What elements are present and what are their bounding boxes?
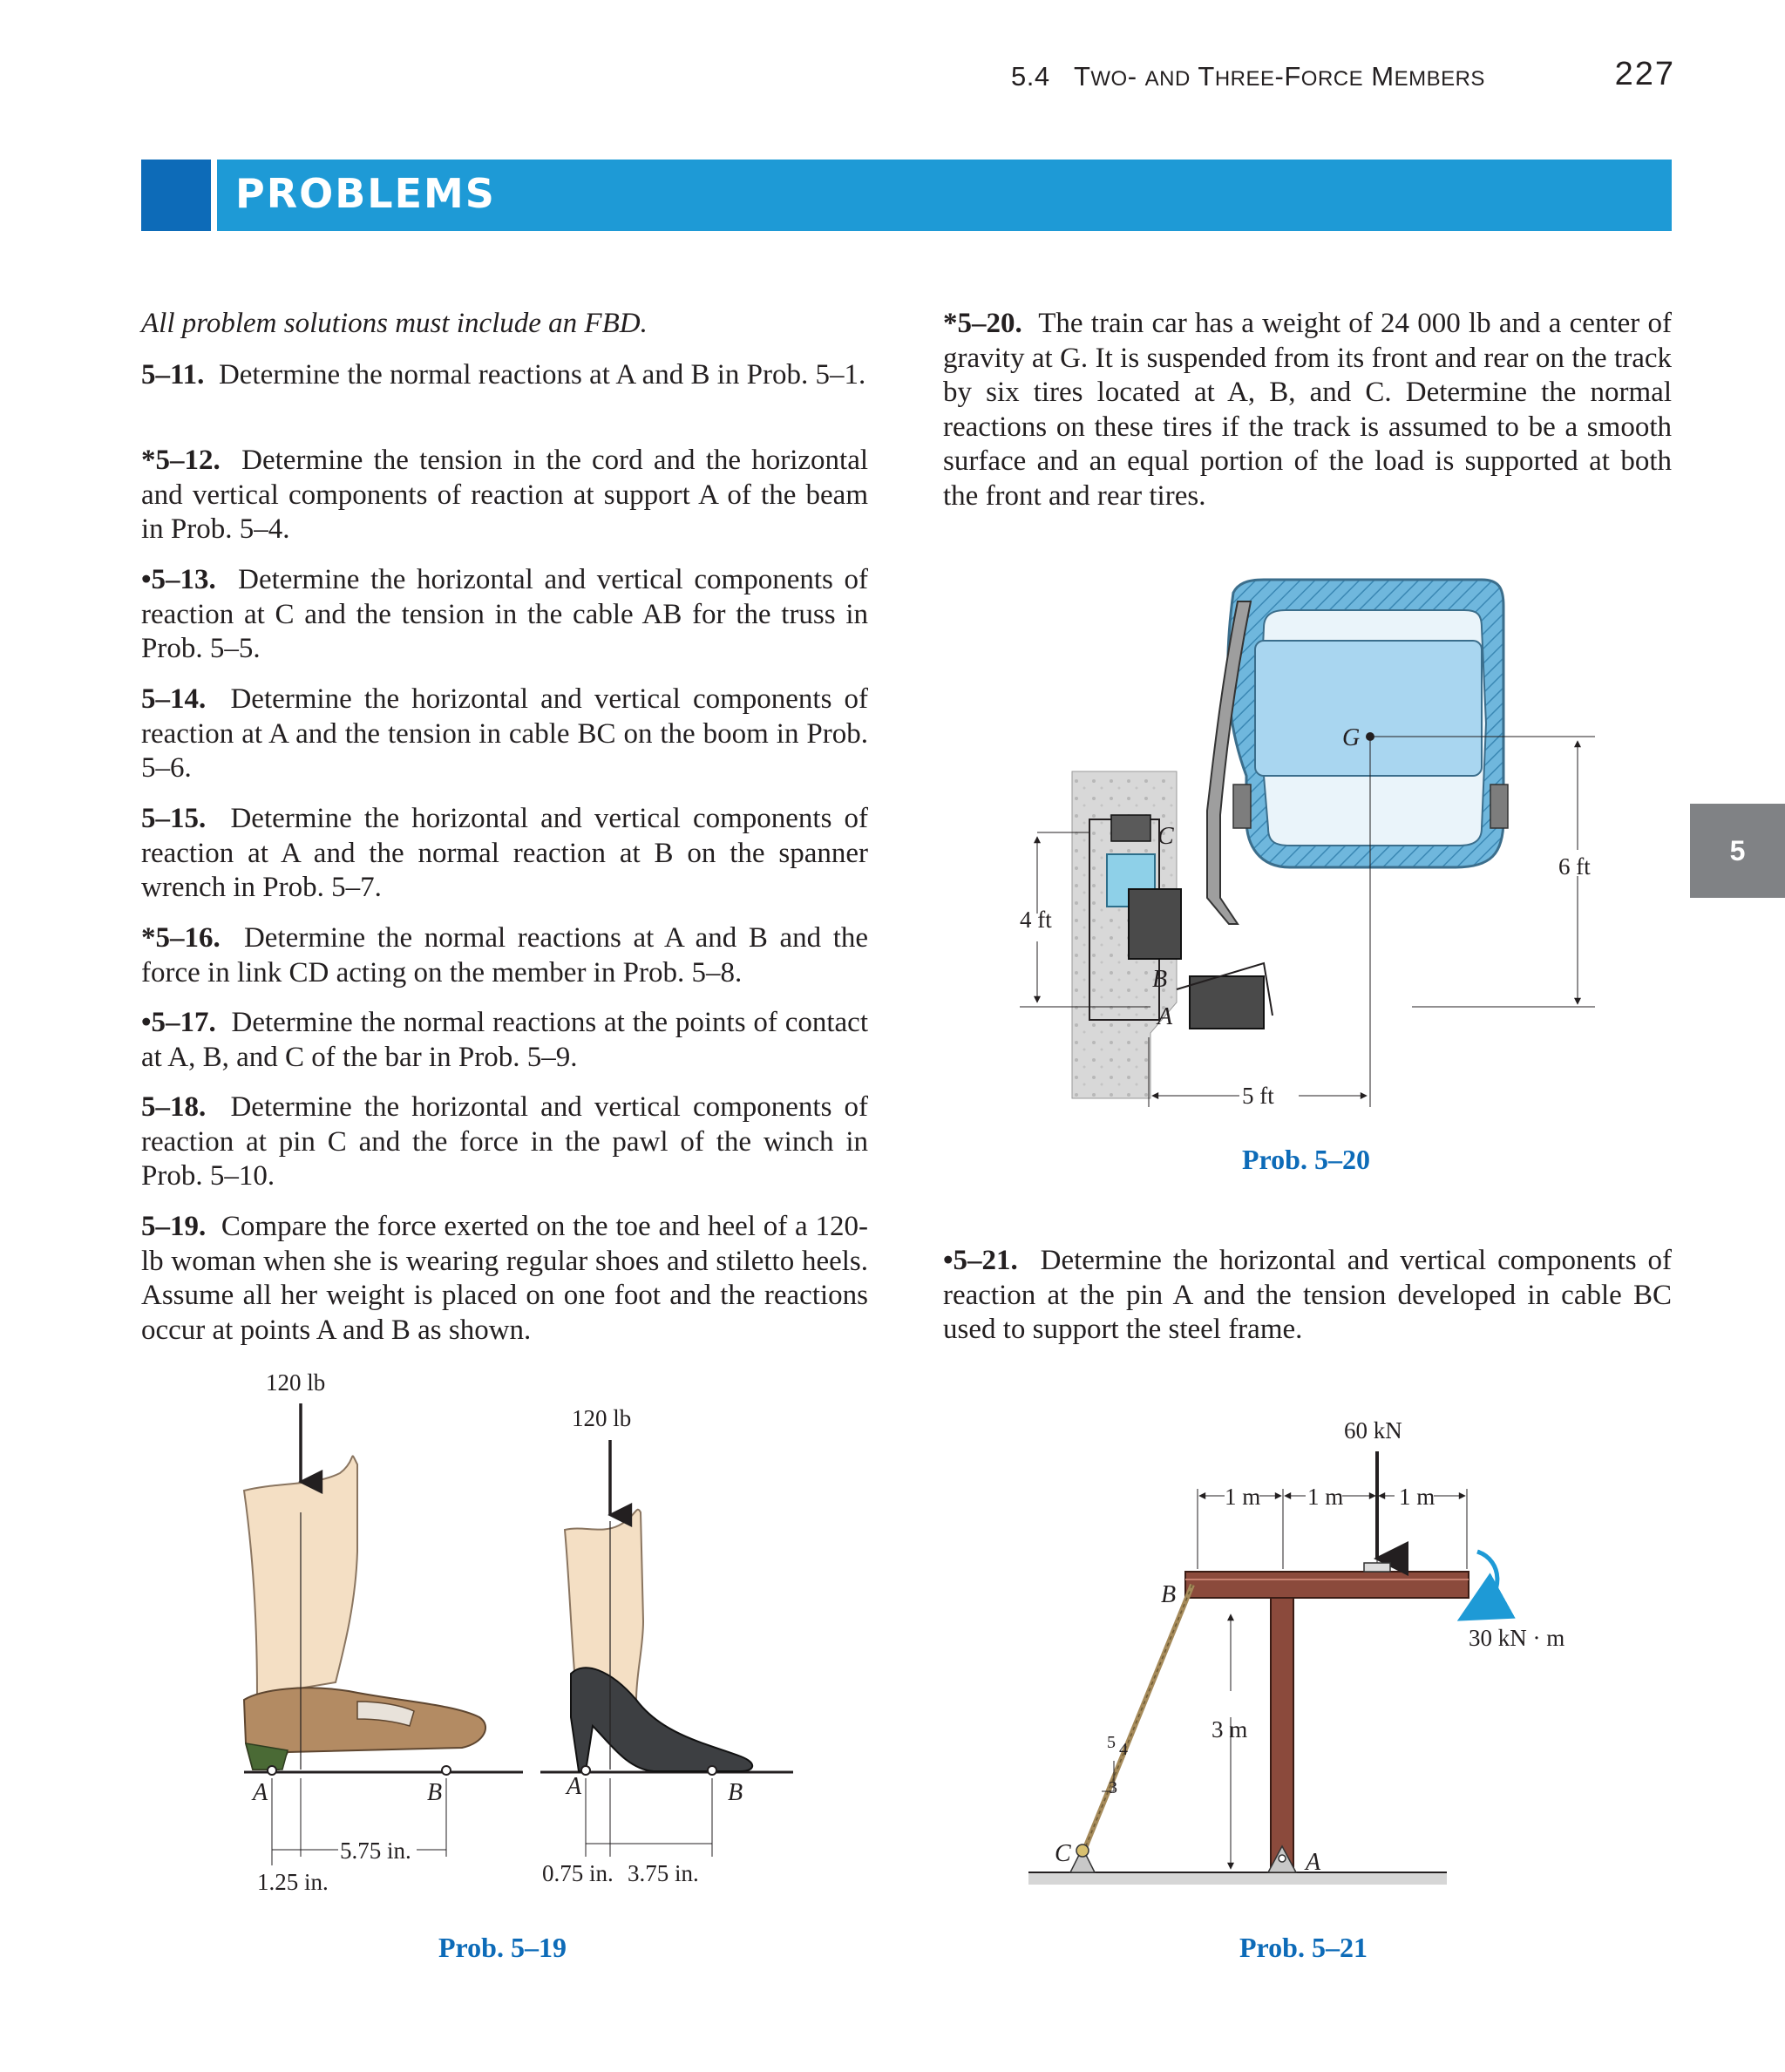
problem-id: 5–15. xyxy=(141,803,207,834)
point-B-left xyxy=(442,1766,451,1775)
problem-text: Determine the horizontal and vertical components of reaction at C and the tension in the cable AB for the truss in Prob. 5–5. xyxy=(141,564,869,664)
problem-id: 5–11. xyxy=(141,359,205,391)
section-title-part: M xyxy=(1363,61,1395,92)
left-column xyxy=(141,307,868,342)
label-A: A xyxy=(1157,1003,1173,1030)
dim-label-4ft: 4 ft xyxy=(1020,907,1052,933)
load-label-left: 120 lb xyxy=(266,1369,326,1396)
label-A-right: A xyxy=(567,1773,582,1800)
slope-3: 3 xyxy=(1109,1778,1117,1797)
load-pad xyxy=(1364,1563,1390,1572)
figure-prob-5-19 xyxy=(227,1360,837,1918)
point-A-left xyxy=(268,1766,276,1775)
problem-text: Determine the normal reactions at the points of contact at A, B, and C of the bar in Prob. 5–9. xyxy=(141,1007,868,1073)
problem-text: The train car has a weight of 24 000 lb and a center of gravity at G. It is suspended from its front and rear on the track by six tires located at A, B, and C. Determine the normal reactions on these tires if the track is assumed to be a smooth surface and an equal portion of the load is supported at both the front and rear tires. xyxy=(943,308,1672,512)
caption-prob-5-21: Prob. 5–21 xyxy=(1239,1932,1368,1963)
running-header-section xyxy=(1011,61,1485,92)
point-A-right xyxy=(581,1766,590,1775)
caption-prob-5-20: Prob. 5–20 xyxy=(1242,1144,1370,1175)
problem-id: *5–12. xyxy=(141,445,221,476)
dim-label-1m-b: 1 m xyxy=(1307,1484,1344,1510)
problem-text: Determine the horizontal and vertical components of reaction at the pin A and the tension developed in cable BC used to support the steel frame. xyxy=(943,1245,1673,1345)
figure-prob-5-20 xyxy=(1002,567,1630,1124)
tire-B xyxy=(1129,889,1181,959)
problem-text: Determine the horizontal and vertical components of reaction at pin C and the force in the pawl of the winch in Prob. 5–10. xyxy=(141,1091,869,1192)
moment-label: 30 kN · m xyxy=(1469,1625,1565,1651)
problem-5-16 xyxy=(141,921,868,990)
car-window xyxy=(1255,641,1482,776)
dim-label-3m: 3 m xyxy=(1211,1716,1248,1743)
problem-id: •5–17. xyxy=(141,1007,216,1038)
label-A: A xyxy=(1306,1849,1321,1876)
figure-prob-5-21 xyxy=(1028,1412,1604,1900)
car-seat-left xyxy=(1233,785,1251,828)
problem-5-12 xyxy=(141,444,868,547)
label-B: B xyxy=(1152,966,1168,993)
problem-5-15 xyxy=(141,802,868,906)
problem-text: Determine the normal reactions at A and B and the force in link CD acting on the member in Prob. 5–8. xyxy=(141,922,869,988)
problem-text: Determine the horizontal and vertical components of reaction at A and the normal reaction at B on the spanner wrench in Prob. 5–7. xyxy=(141,803,869,903)
problem-id: 5–19. xyxy=(141,1211,207,1242)
moment-arrow xyxy=(1477,1552,1497,1608)
section-title-part: ORCE xyxy=(1300,67,1364,91)
section-title-part: HREE xyxy=(1214,67,1275,91)
problem-5-19 xyxy=(141,1210,868,1348)
section-title xyxy=(1074,61,1485,92)
dim-label-3-75: 3.75 in. xyxy=(628,1860,699,1886)
tire-A xyxy=(1190,976,1264,1029)
problem-5-14 xyxy=(141,683,868,786)
problem-id: *5–20. xyxy=(943,308,1022,339)
problem-5-13 xyxy=(141,563,868,667)
label-A-left: A xyxy=(253,1779,268,1806)
problem-id: 5–14. xyxy=(141,683,207,715)
section-title-part: WO xyxy=(1090,67,1128,91)
label-C: C xyxy=(1055,1840,1071,1867)
load-label: 60 kN xyxy=(1344,1417,1402,1444)
dim-label-6ft: 6 ft xyxy=(1558,853,1591,880)
problem-id: •5–13. xyxy=(141,564,216,595)
dim-label-5ft: 5 ft xyxy=(1242,1083,1274,1109)
banner-accent-block xyxy=(141,160,211,231)
problem-text: Determine the horizontal and vertical components of reaction at A and the tension in cable BC on the boom in Prob. 5–6. xyxy=(141,683,869,784)
dim-label-1m-c: 1 m xyxy=(1399,1484,1435,1510)
problem-5-21 xyxy=(943,1244,1672,1348)
dim-label-1-25: 1.25 in. xyxy=(257,1869,329,1895)
dim-label-5-75: 5.75 in. xyxy=(340,1838,411,1864)
chapter-tab: 5 xyxy=(1690,804,1785,898)
banner-title: PROBLEMS xyxy=(235,170,496,217)
section-title-part: -F xyxy=(1274,61,1301,92)
problem-5-18 xyxy=(141,1090,868,1194)
dim-label-0-75: 0.75 in. xyxy=(542,1860,614,1886)
problem-text: Determine the normal reactions at A and B in Prob. 5–1. xyxy=(218,359,866,391)
point-B-right xyxy=(708,1766,716,1775)
problem-id: *5–16. xyxy=(141,922,221,954)
load-label-right: 120 lb xyxy=(572,1405,632,1431)
ground xyxy=(1028,1872,1447,1885)
pin-A xyxy=(1279,1855,1286,1862)
intro-note: All problem solutions must include an FBD. xyxy=(141,308,648,339)
section-title-part: - xyxy=(1127,61,1145,92)
section-number: 5.4 xyxy=(1011,61,1050,92)
top-beam xyxy=(1185,1572,1469,1598)
slope-4: 4 xyxy=(1119,1740,1128,1759)
center-of-gravity-point xyxy=(1366,732,1374,741)
label-G: G xyxy=(1342,724,1361,751)
problem-text: Determine the tension in the cord and the horizontal and vertical components of reaction at support A of the beam in Prob. 5–4. xyxy=(141,445,869,545)
label-B: B xyxy=(1161,1581,1177,1608)
problem-id: 5–18. xyxy=(141,1091,207,1123)
section-title-part: T xyxy=(1073,61,1091,92)
label-B-left: B xyxy=(427,1779,443,1806)
banner-divider xyxy=(211,160,217,231)
slope-5: 5 xyxy=(1107,1733,1116,1752)
label-B-right: B xyxy=(728,1779,743,1806)
problem-5-20 xyxy=(943,307,1672,513)
section-title-part: AND xyxy=(1144,67,1191,91)
page-number: 227 xyxy=(1614,56,1675,92)
section-title-part: EMBERS xyxy=(1394,67,1485,91)
car-seat-right xyxy=(1490,785,1508,828)
label-C: C xyxy=(1157,823,1174,850)
caption-prob-5-19: Prob. 5–19 xyxy=(438,1932,567,1963)
problem-5-11 xyxy=(141,358,868,393)
dim-label-1m-a: 1 m xyxy=(1225,1484,1261,1510)
stiletto-shoe xyxy=(571,1668,752,1771)
pin-C xyxy=(1076,1844,1089,1857)
problem-5-17 xyxy=(141,1006,868,1075)
column xyxy=(1271,1598,1293,1872)
problem-id: •5–21. xyxy=(943,1245,1018,1276)
tire-C xyxy=(1111,815,1150,841)
problem-text: Compare the force exerted on the toe and heel of a 120-lb woman when she is wearing regular shoes and stiletto heels. Assume all her weight is placed on one foot and the reactions occur at points A and B as shown. xyxy=(141,1211,869,1346)
section-title-part: T xyxy=(1190,61,1215,92)
